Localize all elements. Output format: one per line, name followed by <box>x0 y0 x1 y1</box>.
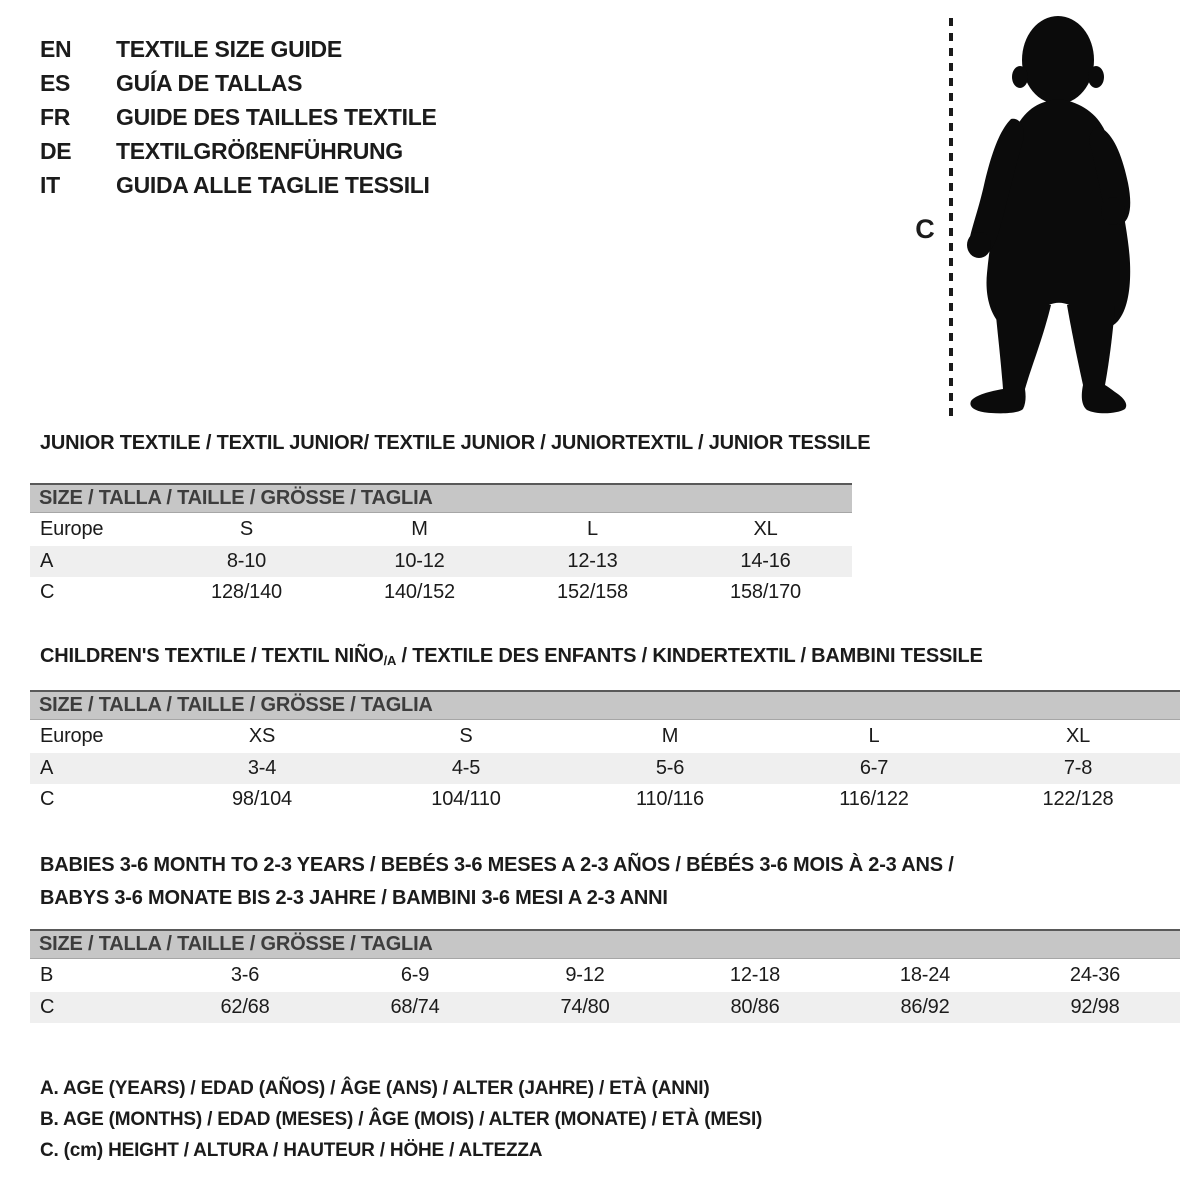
size-col-header: XS <box>248 725 276 747</box>
age-value: 8-10 <box>226 550 267 572</box>
legend-line-height: C. (cm) HEIGHT / ALTURA / HAUTEUR / HÖHE / ALTEZZA <box>40 1139 543 1161</box>
legend-line-age-years: A. AGE (YEARS) / EDAD (AÑOS) / ÂGE (ANS) / ALTER (JAHRE) / ETÀ (ANNI) <box>40 1077 710 1099</box>
age-months-row <box>30 959 1180 992</box>
language-code: FR <box>40 103 71 130</box>
age-value: 18-24 <box>899 964 951 986</box>
age-value: 5-6 <box>655 757 685 779</box>
age-value: 3-4 <box>247 757 277 779</box>
language-code: IT <box>40 171 60 198</box>
height-row <box>30 577 852 608</box>
height-value: 68/74 <box>390 996 440 1018</box>
language-code: ES <box>40 69 71 96</box>
section-title-junior: JUNIOR TEXTILE / TEXTIL JUNIOR/ TEXTILE JUNIOR / JUNIORTEXTIL / JUNIOR TESSILE <box>40 432 871 454</box>
region-size-row <box>30 513 852 546</box>
size-table-junior <box>30 483 852 608</box>
size-col-header: S <box>239 518 254 540</box>
size-col-header: L <box>868 725 880 747</box>
age-row <box>30 753 1180 784</box>
language-row <box>40 66 437 100</box>
baby-foot-right <box>1082 385 1126 413</box>
height-value: 62/68 <box>220 996 270 1018</box>
row-label: B <box>40 964 54 986</box>
section-title-children-sub: /A <box>383 653 397 668</box>
height-measure-label: C <box>915 214 935 244</box>
language-row <box>40 100 437 134</box>
height-value: 74/80 <box>560 996 610 1018</box>
language-title-list <box>40 32 437 202</box>
baby-leg-left <box>995 305 1051 389</box>
size-col-header: XL <box>1065 725 1091 747</box>
region-size-row <box>30 720 1180 753</box>
row-label: A <box>40 757 54 779</box>
baby-foot-left <box>970 389 1025 413</box>
language-code: DE <box>40 137 72 164</box>
age-value: 14-16 <box>740 550 791 572</box>
height-value: 98/104 <box>232 788 292 810</box>
section-title-children <box>40 645 983 668</box>
size-table-babies <box>30 929 1180 1023</box>
height-value: 92/98 <box>1070 996 1120 1018</box>
section-title-children-text: CHILDREN'S TEXTILE / TEXTIL NIÑO <box>40 645 384 667</box>
size-col-header: L <box>587 518 598 540</box>
height-value: 110/116 <box>636 788 704 810</box>
size-col-header: M <box>411 518 428 540</box>
age-value: 12-13 <box>567 550 618 572</box>
age-value: 3-6 <box>230 964 260 986</box>
height-row <box>30 992 1180 1023</box>
language-row <box>40 134 437 168</box>
baby-ear-right <box>1088 66 1104 88</box>
height-value: 80/86 <box>730 996 780 1018</box>
age-value: 4-5 <box>451 757 481 779</box>
height-value: 140/152 <box>384 581 455 603</box>
row-label: A <box>40 550 54 572</box>
size-col-header: XL <box>753 518 778 540</box>
row-label: C <box>40 996 55 1018</box>
size-header-bar <box>30 929 1180 959</box>
age-value: 6-7 <box>859 757 889 779</box>
size-header-bar <box>30 690 1180 720</box>
row-label: C <box>40 788 55 810</box>
size-table-children <box>30 690 1180 815</box>
section-title-children-text: / TEXTILE DES ENFANTS / KINDERTEXTIL / BAMBINI TESSILE <box>396 645 983 667</box>
baby-leg-right <box>1067 305 1115 385</box>
legend <box>40 1073 762 1166</box>
section-title-babies-line1: BABIES 3-6 MONTH TO 2-3 YEARS / BEBÉS 3-6 MESES A 2-3 AÑOS / BÉBÉS 3-6 MOIS À 2-3 ANS / <box>40 854 954 876</box>
language-title: GUIDE DES TAILLES TEXTILE <box>116 103 437 130</box>
language-row <box>40 168 437 202</box>
age-value: 12-18 <box>729 964 781 986</box>
age-value: 7-8 <box>1063 757 1093 779</box>
language-title: TEXTILE SIZE GUIDE <box>116 35 342 62</box>
height-value: 128/140 <box>211 581 282 603</box>
height-value: 122/128 <box>1042 788 1114 810</box>
region-label: Europe <box>40 518 104 540</box>
age-value: 6-9 <box>400 964 430 986</box>
baby-hand-left <box>967 232 991 258</box>
language-title: GUIDA ALLE TAGLIE TESSILI <box>116 171 430 198</box>
section-title-babies <box>40 849 954 915</box>
baby-ear-left <box>1012 66 1028 88</box>
size-header-bar <box>30 483 852 513</box>
height-measure-dashed-line <box>949 18 953 416</box>
age-value: 24-36 <box>1069 964 1121 986</box>
size-col-header: S <box>459 725 473 747</box>
height-value: 152/158 <box>557 581 628 603</box>
language-row <box>40 32 437 66</box>
language-title: TEXTILGRÖßENFÜHRUNG <box>116 137 403 164</box>
region-label: Europe <box>40 725 104 747</box>
language-title: GUÍA DE TALLAS <box>116 69 303 96</box>
age-row <box>30 546 852 577</box>
baby-head <box>1022 16 1094 104</box>
baby-hand-right <box>1101 197 1125 225</box>
age-value: 10-12 <box>394 550 445 572</box>
height-value: 116/122 <box>839 788 909 810</box>
height-value: 86/92 <box>900 996 950 1018</box>
size-header-label: SIZE / TALLA / TAILLE / GRÖSSE / TAGLIA <box>39 694 433 716</box>
height-value: 158/170 <box>730 581 801 603</box>
row-label: C <box>40 581 55 603</box>
size-header-label: SIZE / TALLA / TAILLE / GRÖSSE / TAGLIA <box>39 487 433 509</box>
baby-silhouette <box>963 13 1135 415</box>
height-value: 104/110 <box>431 788 501 810</box>
height-row <box>30 784 1180 815</box>
age-value: 9-12 <box>565 964 605 986</box>
section-title-babies-line2: BABYS 3-6 MONATE BIS 2-3 JAHRE / BAMBINI 3-6 MESI A 2-3 ANNI <box>40 887 668 909</box>
legend-line-age-months: B. AGE (MONTHS) / EDAD (MESES) / ÂGE (MOIS) / ALTER (MONATE) / ETÀ (MESI) <box>40 1108 763 1130</box>
language-code: EN <box>40 35 72 62</box>
size-header-label: SIZE / TALLA / TAILLE / GRÖSSE / TAGLIA <box>39 933 433 955</box>
size-col-header: M <box>661 725 679 747</box>
